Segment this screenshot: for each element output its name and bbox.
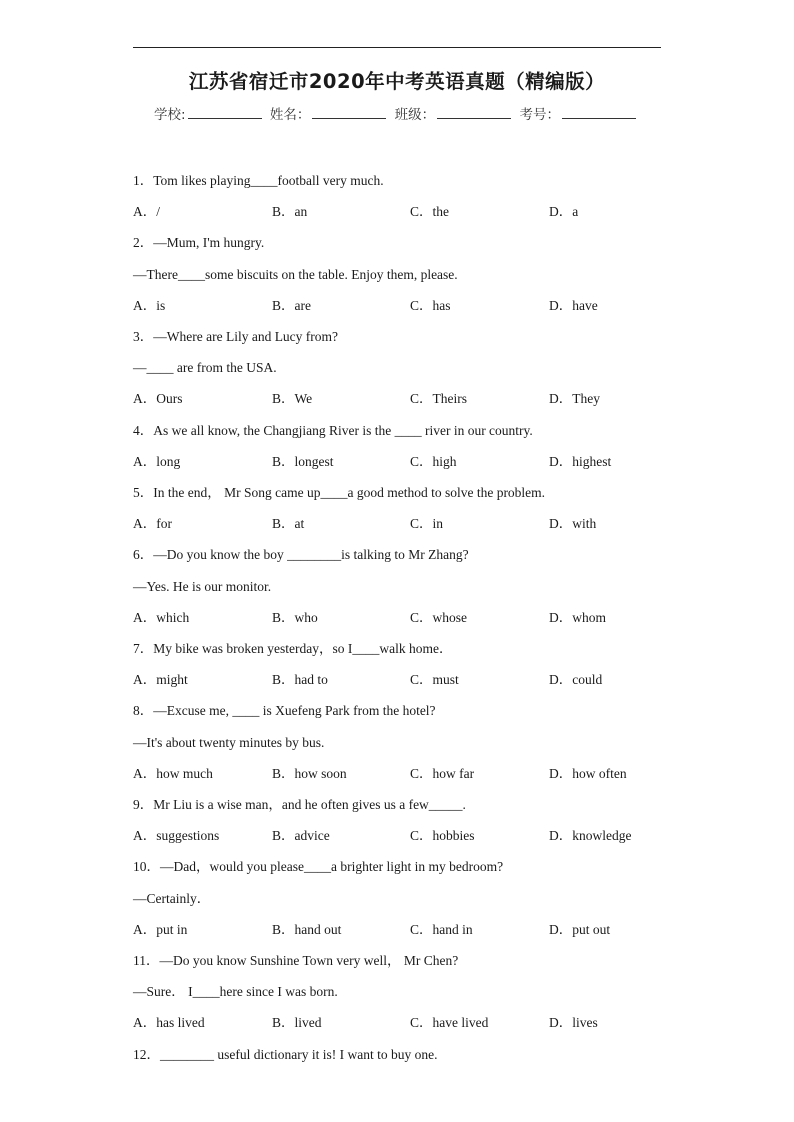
field-name-blank[interactable] — [312, 106, 386, 119]
question-dialogue-line: —There____some biscuits on the table. Enjoy them, please. — [133, 266, 458, 282]
option-c[interactable]: C．in — [410, 516, 444, 532]
option-a[interactable]: A．how much — [133, 765, 213, 781]
option-a[interactable]: A．might — [133, 672, 188, 688]
option-b[interactable]: B．advice — [272, 828, 330, 844]
option-a[interactable]: A．Ours — [133, 391, 183, 407]
option-c[interactable]: C．has — [410, 297, 451, 313]
option-d[interactable]: D．knowledge — [549, 828, 632, 844]
option-a[interactable]: A．suggestions — [133, 828, 220, 844]
option-c[interactable]: C．high — [410, 453, 457, 469]
option-c[interactable]: C．Theirs — [410, 391, 467, 407]
question-dialogue-line: —Sure． I____here since I was born. — [133, 984, 338, 1000]
option-b[interactable]: B．We — [272, 391, 313, 407]
option-d[interactable]: D．could — [549, 672, 603, 688]
option-d[interactable]: D．a — [549, 204, 579, 220]
option-b[interactable]: B．who — [272, 609, 318, 625]
question-stem: 7．My bike was broken yesterday，so I____walk home． — [133, 641, 453, 656]
option-d[interactable]: D．whom — [549, 609, 606, 625]
option-c[interactable]: C．the — [410, 204, 449, 220]
question-dialogue-line: —Certainly． — [133, 890, 211, 906]
question-stem: 4．As we all know, the Changjiang River is the ____ river in our country. — [133, 422, 533, 438]
option-d[interactable]: D．highest — [549, 453, 612, 469]
question-stem: 8．—Excuse me, ____ is Xuefeng Park from the hotel? — [133, 703, 436, 719]
question-dialogue-line: —____ are from the USA. — [133, 360, 277, 376]
question-dialogue-line: —Yes. He is our monitor. — [133, 578, 272, 594]
option-a[interactable]: A．put in — [133, 921, 188, 937]
header-rule — [133, 47, 661, 48]
option-b[interactable]: B．hand out — [272, 921, 342, 937]
option-a[interactable]: A．which — [133, 609, 190, 625]
page-title: 江苏省宿迁市2020年中考英语真题（精编版） — [188, 70, 606, 93]
option-c[interactable]: C．whose — [410, 609, 467, 625]
question-stem: 12．________ useful dictionary it is! I want to buy one. — [133, 1046, 438, 1062]
option-d[interactable]: D．how often — [549, 765, 627, 781]
option-c[interactable]: C．must — [410, 672, 459, 688]
question-stem: 2．—Mum, I'm hungry. — [133, 235, 265, 251]
field-school-label: 学校: — [154, 107, 186, 123]
option-a[interactable]: A．long — [133, 453, 181, 469]
option-b[interactable]: B．an — [272, 204, 308, 220]
field-school-blank[interactable] — [188, 106, 262, 119]
question-stem: 10．—Dad，would you please____a brighter light in my bedroom? — [133, 859, 504, 875]
question-stem: 3．—Where are Lily and Lucy from? — [133, 329, 339, 344]
option-d[interactable]: D．with — [549, 516, 597, 532]
option-a[interactable]: A．is — [133, 297, 166, 313]
option-c[interactable]: C．how far — [410, 765, 475, 781]
question-stem: 6．—Do you know the boy ________is talking to Mr Zhang? — [133, 547, 469, 563]
option-d[interactable]: D．have — [549, 297, 598, 313]
option-a[interactable]: A．for — [133, 516, 172, 532]
option-d[interactable]: D．lives — [549, 1015, 598, 1031]
option-c[interactable]: C．hobbies — [410, 828, 475, 844]
option-c[interactable]: C．hand in — [410, 921, 473, 937]
option-b[interactable]: B．had to — [272, 672, 328, 688]
option-b[interactable]: B．how soon — [272, 765, 347, 781]
question-stem: 5．In the end， Mr Song came up____a good method to solve the problem. — [133, 485, 546, 500]
field-number-blank[interactable] — [562, 106, 636, 119]
option-b[interactable]: B．longest — [272, 453, 334, 469]
option-a[interactable]: A．has lived — [133, 1015, 205, 1031]
field-name-label: 姓名： — [269, 107, 311, 123]
option-b[interactable]: B．are — [272, 297, 311, 313]
option-d[interactable]: D．They — [549, 391, 600, 407]
student-info-line — [0, 103, 794, 123]
option-b[interactable]: B．lived — [272, 1015, 322, 1031]
question-dialogue-line: —It's about twenty minutes by bus. — [133, 734, 325, 750]
option-b[interactable]: B．at — [272, 516, 305, 532]
field-number-label: 考号： — [519, 107, 560, 123]
question-stem: 9．Mr Liu is a wise man，and he often gives us a few_____. — [133, 797, 466, 812]
field-class-label: 班级： — [394, 107, 436, 123]
option-d[interactable]: D．put out — [549, 921, 611, 937]
option-c[interactable]: C．have lived — [410, 1015, 489, 1031]
field-class-blank[interactable] — [437, 106, 511, 119]
option-a[interactable]: A．/ — [133, 204, 160, 220]
question-stem: 1．Tom likes playing____football very much. — [133, 173, 384, 188]
question-stem: 11．—Do you know Sunshine Town very well， Mr Chen? — [133, 953, 459, 968]
